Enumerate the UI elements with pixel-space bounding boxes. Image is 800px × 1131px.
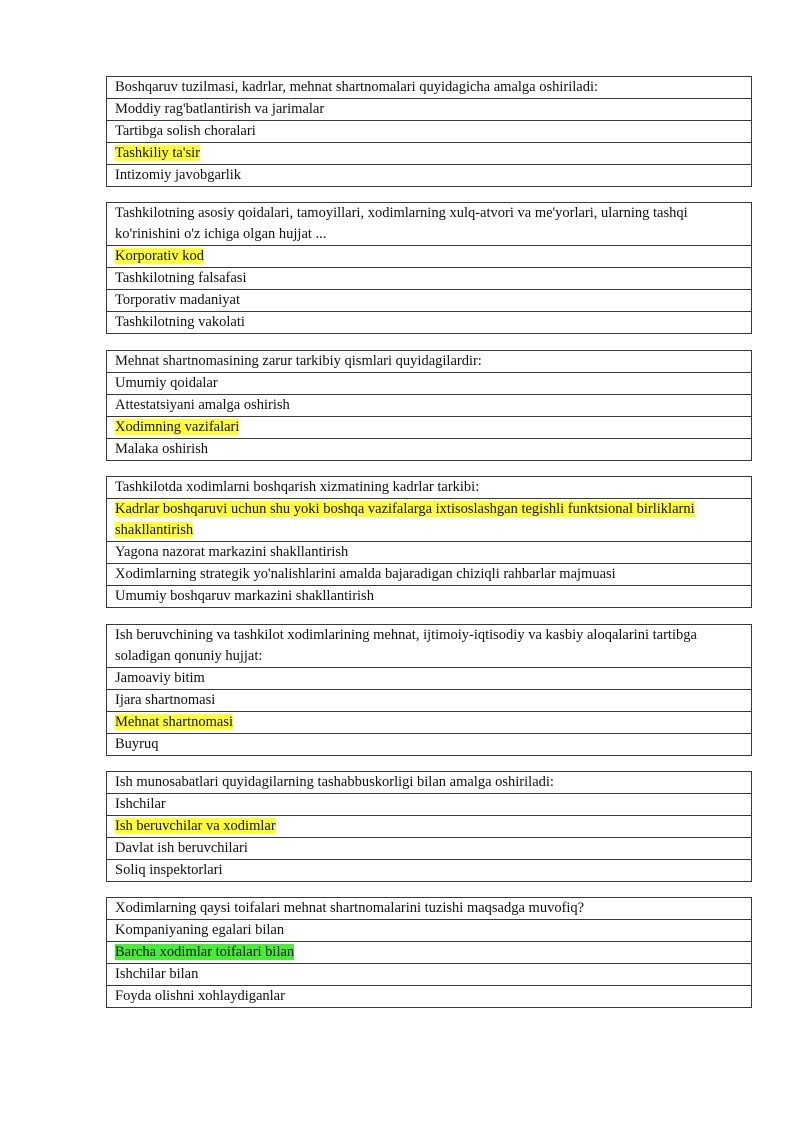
question-block (106, 476, 752, 608)
answer-option: Torporativ madaniyat (107, 290, 751, 312)
answer-option: Tashkilotning falsafasi (107, 268, 751, 290)
answer-option: Kompaniyaning egalari bilan (107, 920, 751, 942)
question-text: Boshqaruv tuzilmasi, kadrlar, mehnat shartnomalari quyidagicha amalga oshiriladi: (107, 77, 751, 99)
question-text: Mehnat shartnomasining zarur tarkibiy qismlari quyidagilardir: (107, 351, 751, 373)
answer-option-correct: Ish beruvchilar va xodimlar (107, 816, 751, 838)
answer-option-correct: Xodimning vazifalari (107, 417, 751, 439)
answer-option: Jamoaviy bitim (107, 668, 751, 690)
answer-option-correct: Mehnat shartnomasi (107, 712, 751, 734)
answer-option: Attestatsiyani amalga oshirish (107, 395, 751, 417)
question-text: Tashkilotda xodimlarni boshqarish xizmatining kadrlar tarkibi: (107, 477, 751, 499)
question-block (106, 897, 752, 1008)
question-text: Ish munosabatlari quyidagilarning tashabbuskorligi bilan amalga oshiriladi: (107, 772, 751, 794)
answer-option-correct: Korporativ kod (107, 246, 751, 268)
answer-option: Xodimlarning strategik yo'nalishlarini amalda bajaradigan chiziqli rahbarlar majmuasi (107, 564, 751, 586)
answer-option-correct: Barcha xodimlar toifalari bilan (107, 942, 751, 964)
question-block (106, 771, 752, 882)
answer-option: Yagona nazorat markazini shakllantirish (107, 542, 751, 564)
answer-option: Ijara shartnomasi (107, 690, 751, 712)
answer-option: Ishchilar bilan (107, 964, 751, 986)
question-block (106, 76, 752, 187)
answer-option: Tartibga solish choralari (107, 121, 751, 143)
answer-option: Buyruq (107, 734, 751, 756)
answer-option: Intizomiy javobgarlik (107, 165, 751, 187)
answer-option: Tashkilotning vakolati (107, 312, 751, 334)
answer-option-correct: Kadrlar boshqaruvi uchun shu yoki boshqa vazifalarga ixtisoslashgan tegishli funktsional birliklarni shakllantirish (107, 499, 751, 542)
answer-option: Ishchilar (107, 794, 751, 816)
question-block (106, 624, 752, 756)
answer-option: Soliq inspektorlari (107, 860, 751, 882)
answer-option: Malaka oshirish (107, 439, 751, 461)
question-text: Ish beruvchining va tashkilot xodimlarining mehnat, ijtimoiy-iqtisodiy va kasbiy aloqalarini tartibga soladigan qonuniy hujjat: (107, 625, 751, 668)
question-text: Xodimlarning qaysi toifalari mehnat shartnomalarini tuzishi maqsadga muvofiq? (107, 898, 751, 920)
answer-option: Moddiy rag'batlantirish va jarimalar (107, 99, 751, 121)
answer-option: Umumiy qoidalar (107, 373, 751, 395)
question-text: Tashkilotning asosiy qoidalari, tamoyillari, xodimlarning xulq-atvori va me'yorlari, ularning tashqi ko'rinishini o'z ichiga olgan hujjat ... (107, 203, 751, 246)
answer-option: Umumiy boshqaruv markazini shakllantirish (107, 586, 751, 608)
question-block (106, 350, 752, 461)
question-block (106, 202, 752, 334)
answer-option-correct: Tashkiliy ta'sir (107, 143, 751, 165)
answer-option: Davlat ish beruvchilari (107, 838, 751, 860)
answer-option: Foyda olishni xohlaydiganlar (107, 986, 751, 1008)
